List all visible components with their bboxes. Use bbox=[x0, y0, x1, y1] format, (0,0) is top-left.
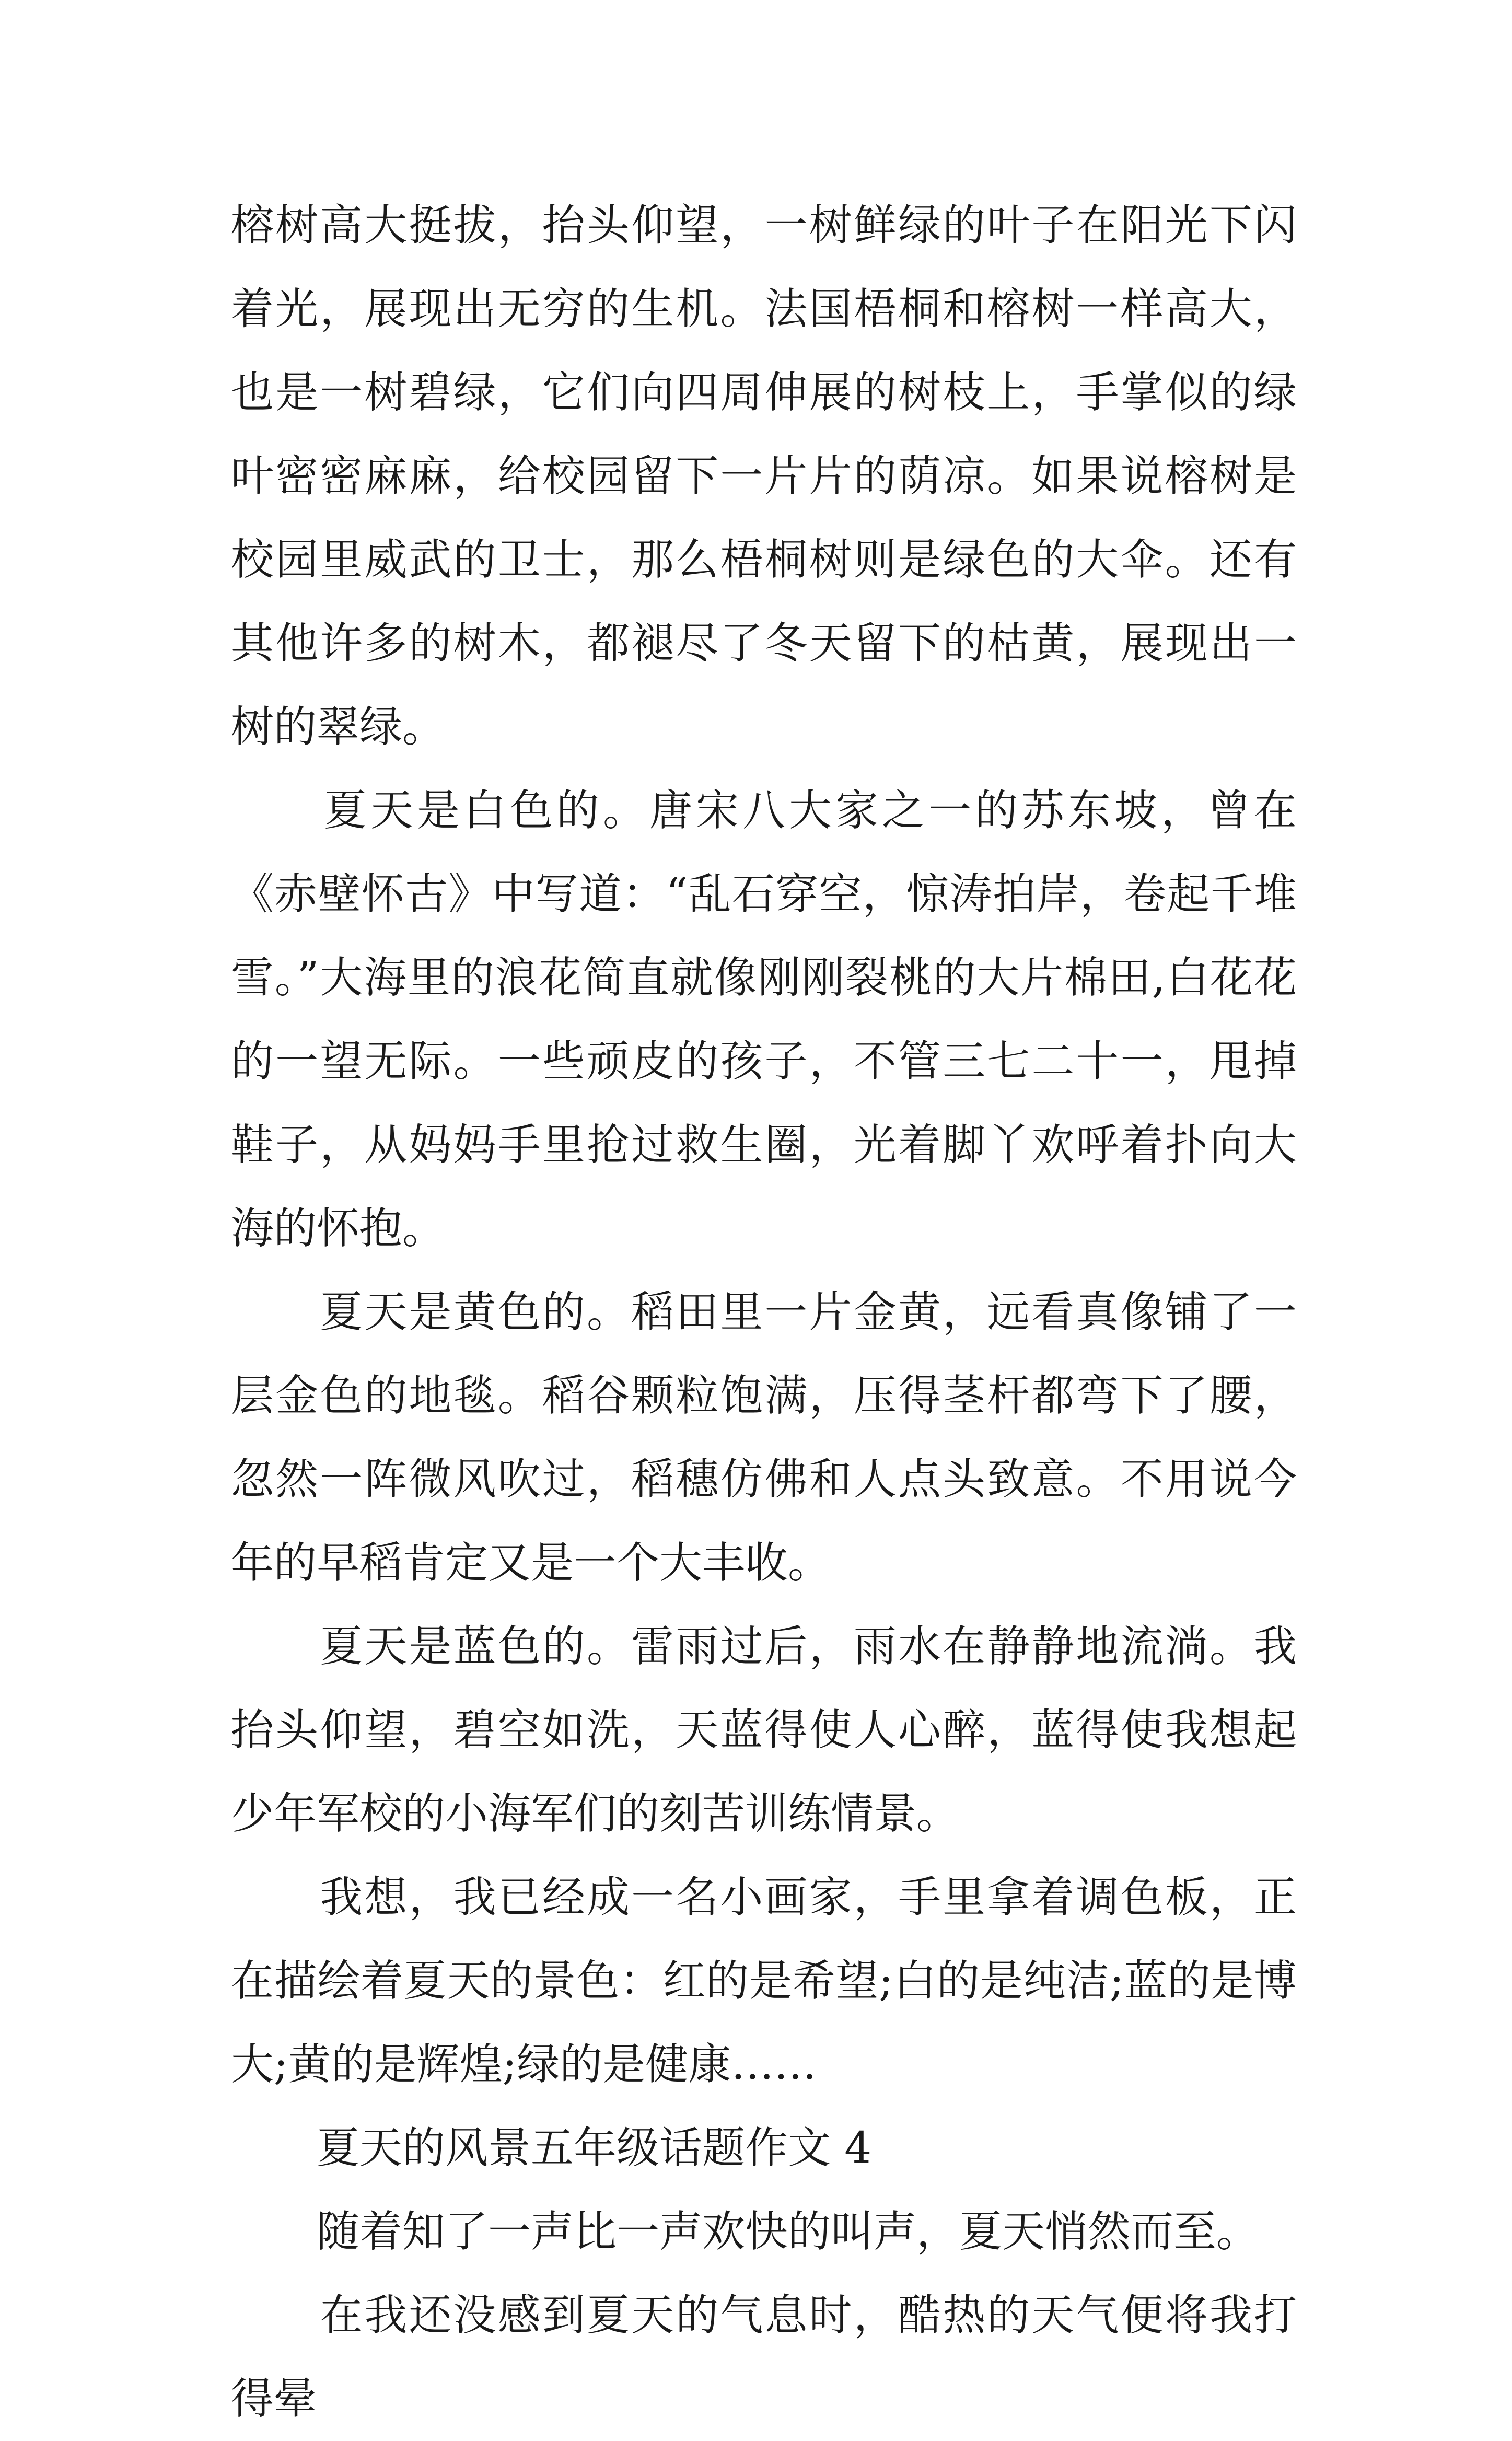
essay-heading: 夏天的风景五年级话题作文 4 bbox=[231, 2123, 872, 2173]
paragraph-white-summer: 夏天是白色的。唐宋八大家之一的苏东坡，曾在《赤壁怀古》中写道：“乱石穿空，惊涛拍岸，卷起千堆雪。”大海里的浪花简直就像刚刚裂桃的大片棉田,白花花的一望无际。一些顽皮的孩子，不管三七二十一，甩掉鞋子，从妈妈手里抢过救生圈，光着脚丫欢呼着扑向大海的怀抱。 bbox=[231, 786, 1297, 1253]
paragraph-blue-summer: 夏天是蓝色的。雷雨过后，雨水在静静地流淌。我抬头仰望，碧空如洗，天蓝得使人心醉，蓝得使我想起少年军校的小海军们的刻苦训练情景。 bbox=[231, 1622, 1297, 1839]
paragraph-cicadas: 随着知了一声比一声欢快的叫声，夏天悄然而至。 bbox=[231, 2207, 1260, 2257]
paragraph-heat: 在我还没感到夏天的气息时，酷热的天气便将我打得晕 bbox=[231, 2291, 1297, 2424]
paragraph-painter: 我想，我已经成一名小画家，手里拿着调色板，正在描绘着夏天的景色：红的是希望;白的是纯洁;蓝的是博大;黄的是辉煌;绿的是健康…… bbox=[231, 1873, 1297, 2089]
paragraph-trees: 榕树高大挺拔，抬头仰望，一树鲜绿的叶子在阳光下闪着光，展现出无穷的生机。法国梧桐和榕树一样高大，也是一树碧绿，它们向四周伸展的树枝上，手掌似的绿叶密密麻麻，给校园留下一片片的荫凉。如果说榕树是校园里威武的卫士，那么梧桐树则是绿色的大伞。还有其他许多的树木，都褪尽了冬天留下的枯黄，展现出一树的翠绿。 bbox=[231, 201, 1297, 752]
paragraph-yellow-summer: 夏天是黄色的。稻田里一片金黄，远看真像铺了一层金色的地毯。稻谷颗粒饱满，压得茎杆都弯下了腰，忽然一阵微风吹过，稻穗仿佛和人点头致意。不用说今年的早稻肯定又是一个大丰收。 bbox=[231, 1287, 1297, 1588]
essay-body bbox=[231, 184, 1297, 2441]
